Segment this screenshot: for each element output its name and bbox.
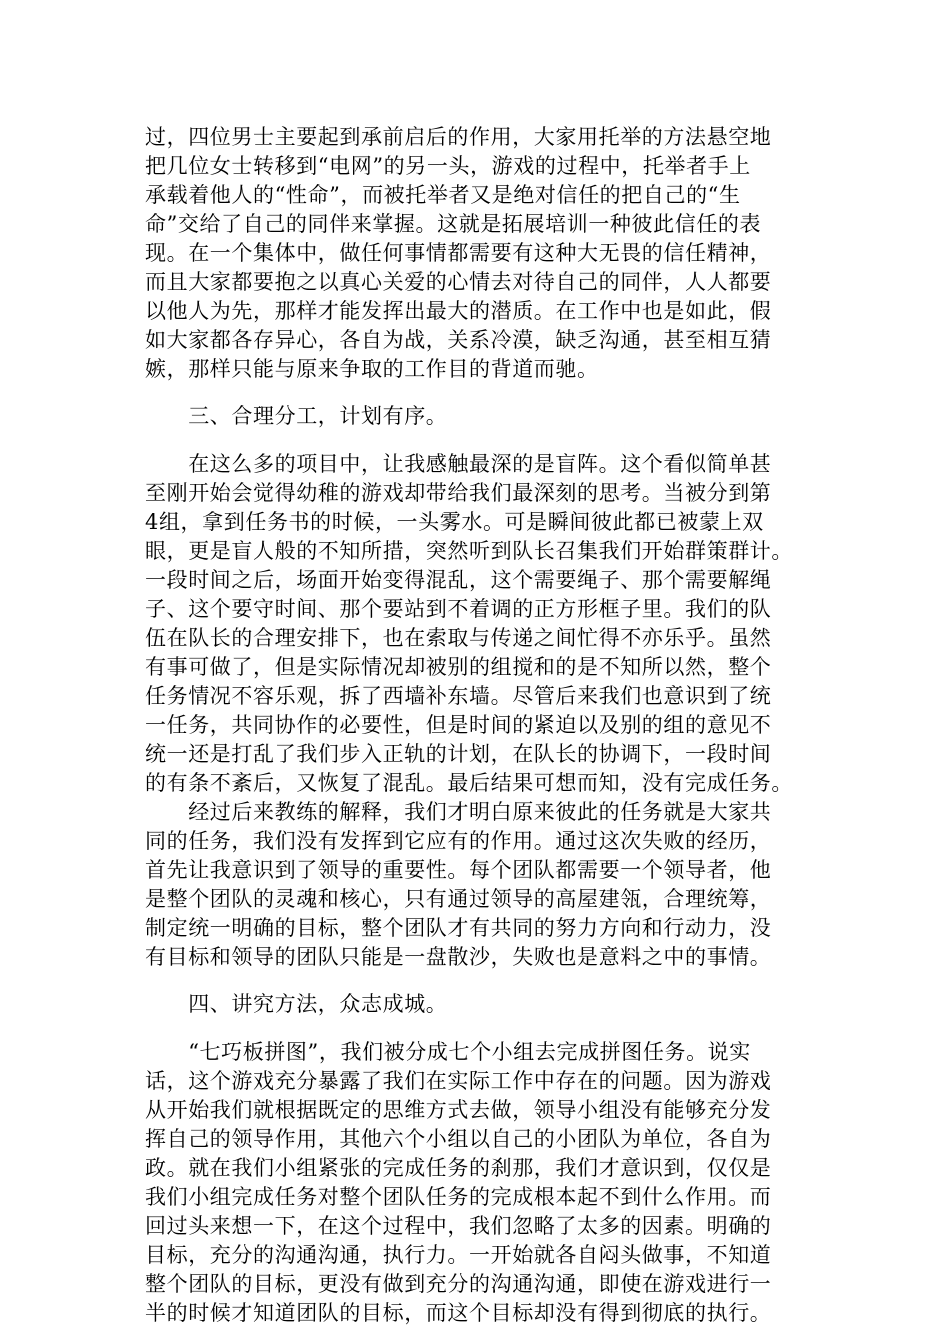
text-line: 子、这个要守时间、那个要站到不着调的正方形框子里。我们的队 <box>145 597 772 621</box>
text-line: 同的任务，我们没有发挥到它应有的作用。通过这次失败的经历， <box>145 829 772 853</box>
text-line: 命”交给了自己的同伴来掌握。这就是拓展培训一种彼此信任的表 <box>145 212 762 236</box>
text-line: 挥自己的领导作用，其他六个小组以自己的小团队为单位，各自为 <box>145 1127 772 1151</box>
text-line: 统一还是打乱了我们步入正轨的计划，在队长的协调下，一段时间 <box>145 742 772 766</box>
text-line: 4组，拿到任务书的时候，一头雾水。可是瞬间彼此都已被蒙上双 <box>145 510 764 534</box>
text-line: 经过后来教练的解释，我们才明白原来彼此的任务就是大家共 <box>145 800 772 824</box>
text-line: 承载着他人的“性命”，而被托举者又是绝对信任的把自己的“生 <box>145 183 741 207</box>
text-line: 制定统一明确的目标，整个团队才有共同的努力方向和行动力，没 <box>145 916 772 940</box>
text-line: 一任务，共同协作的必要性，但是时间的紧迫以及别的组的意见不 <box>145 713 772 737</box>
text-line: 话，这个游戏充分暴露了我们在实际工作中存在的问题。因为游戏 <box>145 1069 772 1093</box>
text-line: 的有条不紊后，又恢复了混乱。最后结果可想而知，没有完成任务。 <box>145 771 793 795</box>
text-line: 伍在队长的合理安排下，也在索取与传递之间忙得不亦乐乎。虽然 <box>145 626 772 650</box>
text-line: 目标，充分的沟通沟通，执行力。一开始就各自闷头做事，不知道 <box>145 1243 772 1267</box>
text-line: 眼，更是盲人般的不知所措，突然听到队长召集我们开始群策群计。 <box>145 539 793 563</box>
text-line: 把几位女士转移到“电网”的另一头，游戏的过程中，托举者手上 <box>145 154 751 178</box>
text-line: 如大家都各存异心，各自为战，关系冷漠，缺乏沟通，甚至相互猜 <box>145 328 772 352</box>
text-line: 过，四位男士主要起到承前启后的作用，大家用托举的方法悬空地 <box>145 125 772 149</box>
text-line: 半的时候才知道团队的目标，而这个目标却没有得到彻底的执行。 <box>145 1301 772 1325</box>
text-line: 在这么多的项目中，让我感触最深的是盲阵。这个看似简单甚 <box>145 452 772 476</box>
text-line: 现。在一个集体中，做任何事情都需要有这种大无畏的信任精神， <box>145 241 772 265</box>
text-line: 嫉，那样只能与原来争取的工作目的背道而驰。 <box>145 357 599 381</box>
text-line: 而且大家都要抱之以真心关爱的心情去对待自己的同伴，人人都要 <box>145 270 772 294</box>
section-heading: 四、讲究方法，众志成城。 <box>145 992 448 1016</box>
text-line: 有事可做了，但是实际情况却被别的组搅和的是不知所以然，整个 <box>145 655 772 679</box>
text-line: 整个团队的目标，更没有做到充分的沟通沟通，即使在游戏进行一 <box>145 1272 772 1296</box>
text-line: 从开始我们就根据既定的思维方式去做，领导小组没有能够充分发 <box>145 1098 772 1122</box>
section-heading: 三、合理分工，计划有序。 <box>145 404 448 428</box>
text-line: 任务情况不容乐观，拆了西墙补东墙。尽管后来我们也意识到了统 <box>145 684 772 708</box>
text-line: 一段时间之后，场面开始变得混乱，这个需要绳子、那个需要解绳 <box>145 568 772 592</box>
text-line: 是整个团队的灵魂和核心，只有通过领导的高屋建瓴，合理统筹， <box>145 887 772 911</box>
text-line: 政。就在我们小组紧张的完成任务的刹那，我们才意识到，仅仅是 <box>145 1156 772 1180</box>
text-line: 回过头来想一下，在这个过程中，我们忽略了太多的因素。明确的 <box>145 1214 772 1238</box>
text-line: “七巧板拼图”，我们被分成七个小组去完成拼图任务。说实 <box>145 1040 751 1064</box>
text-line: 至刚开始会觉得幼稚的游戏却带给我们最深刻的思考。当被分到第 <box>145 481 772 505</box>
text-line: 以他人为先，那样才能发挥出最大的潜质。在工作中也是如此，假 <box>145 299 772 323</box>
text-line: 有目标和领导的团队只能是一盘散沙，失败也是意料之中的事情。 <box>145 945 772 969</box>
text-line: 我们小组完成任务对整个团队任务的完成根本起不到什么作用。而 <box>145 1185 772 1209</box>
text-line: 首先让我意识到了领导的重要性。每个团队都需要一个领导者，他 <box>145 858 772 882</box>
